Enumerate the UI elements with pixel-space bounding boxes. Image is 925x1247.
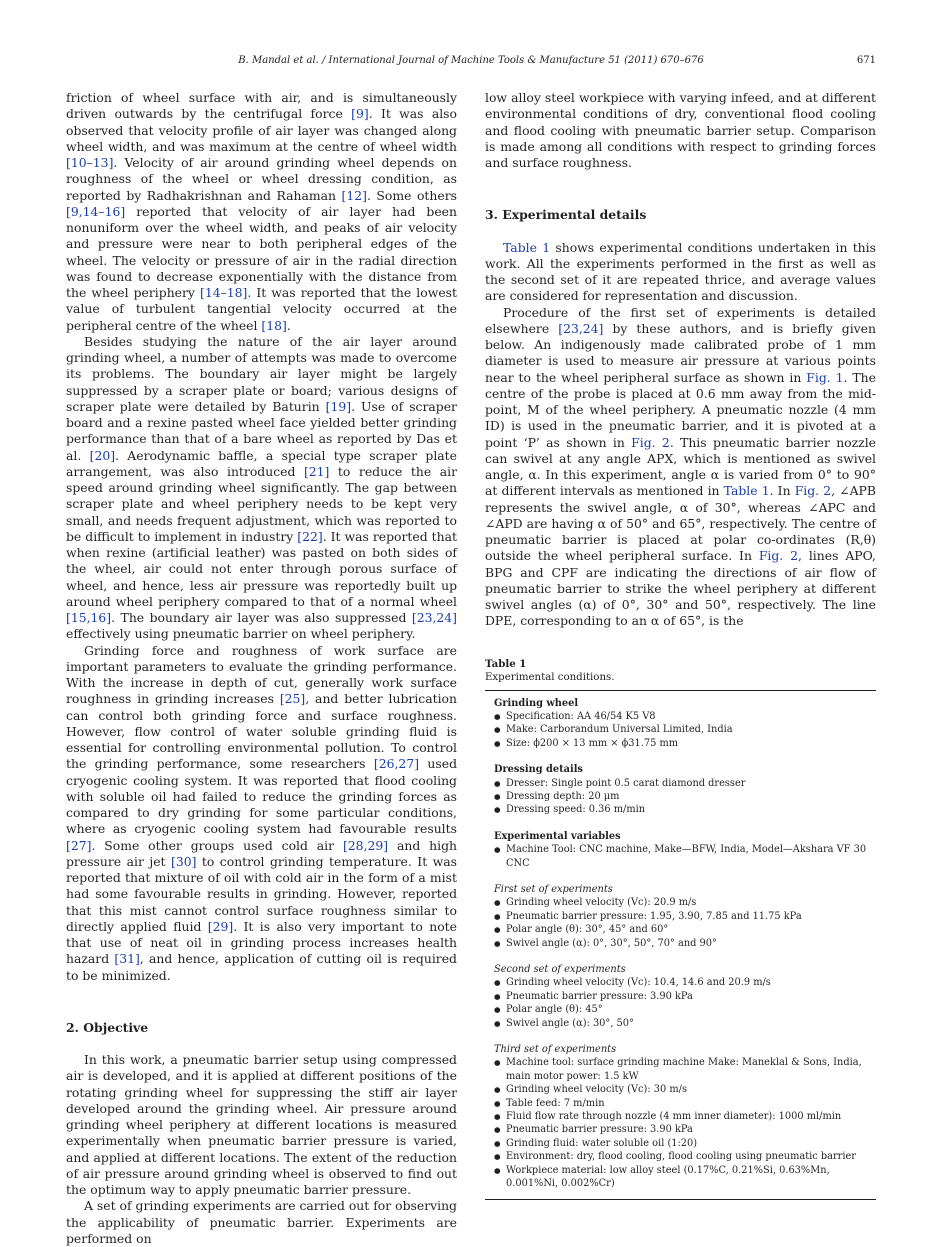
paragraph-experiments-intro: A set of grinding experiments are carried out for observing the applicability of pneumatic barrier. Experiments are performed on (66, 1198, 457, 1246)
citation-link[interactable]: [9] (351, 106, 369, 122)
figure-link[interactable]: Fig. 1 (806, 369, 844, 385)
table-group-title: Third set of experiments (494, 1044, 617, 1056)
citation-link[interactable]: [31] (114, 951, 140, 967)
table-item: ● Pneumatic barrier pressure: 1.95, 3.90, 7.85 and 11.75 kPa (494, 910, 876, 923)
page-number: 671 (856, 55, 876, 66)
table-item: ● Environment: dry, flood cooling, flood cooling using pneumatic barrier (494, 1150, 876, 1163)
table-item: ● Specification: AA 46/54 K5 V8 (494, 710, 876, 723)
citation-link[interactable]: [10–13] (66, 155, 114, 170)
table-item: ● Machine tool: surface grinding machine Make: Maneklal & Sons, India, main motor power: 1.5 kW (494, 1056, 876, 1083)
citation-link[interactable]: [9,14–16] (66, 203, 126, 219)
table-group-third-set (494, 1043, 876, 1190)
table-item: ● Dresser: Single point 0.5 carat diamond dresser (494, 777, 876, 790)
citation-link[interactable]: [12] (341, 187, 367, 203)
citation-link[interactable]: [28,29] (342, 837, 389, 853)
table-link[interactable]: Table 1 (723, 483, 770, 499)
table-group-dressing-details (494, 763, 876, 817)
table-item: ● Make: Carborandum Universal Limited, India (494, 723, 876, 736)
paragraph-objective: In this work, a pneumatic barrier setup using compressed air is developed, and it is applied at different positions of the rotating grinding wheel for suppressing the stiff air layer developed around the grinding wheel. Air pressure around grinding wheel periphery at different locations is measured experimentally when pneumatic barrier pressure is varied, and applied at different locations. The extent of the reduction of air pressure around grinding wheel is observed to find out the optimum way to apply pneumatic barrier pressure. (66, 1052, 457, 1197)
paragraph-objective-continued: low alloy steel workpiece with varying infeed, and at different environmental conditions of dry, conventional flood cooling and flood cooling with pneumatic barrier setup. Comparison is made among all conditions with respect to grinding forces and surface roughness. (485, 90, 876, 170)
paragraph-intro-continued: friction of wheel surface with air, and is simultaneously driven outwards by the centrifugal force [9]. It was also observed that velocity profile of air layer was changed along wheel width, and was maximum at the centre of wheel width [10–13]. Velocity of air around grinding wheel depends on roughness of the wheel or wheel dressing condition, as reported by Radhakrishnan and Rahaman [12]. Some others [9,14–16] reported that velocity of air layer had been nonuniform over the wheel width, and peaks of air velocity and pressure were near to both peripheral edges of the wheel. The velocity or pressure of air in the radial direction was found to decrease exponentially with the distance from the wheel periphery [14–18]. It was reported that the lowest value of turbulent tangential velocity occurred at the peripheral centre of the wheel [18]. (66, 90, 457, 333)
table-group-title: Dressing details (494, 764, 583, 776)
table-item: ● Dressing speed: 0.36 m/min (494, 803, 876, 816)
citation-link[interactable]: [19] (325, 398, 352, 414)
table-caption-text: Experimental conditions. (485, 671, 615, 683)
citation-link[interactable]: [29] (207, 918, 234, 934)
figure-link[interactable]: Fig. 2 (794, 483, 832, 499)
citation-link[interactable]: [27] (66, 837, 92, 853)
table-caption (485, 658, 876, 684)
table-group-first-set (494, 883, 876, 950)
table-item: ● Grinding wheel velocity (Vc): 10.4, 14.6 and 20.9 m/s (494, 976, 876, 989)
table-group-title: Grinding wheel (494, 697, 579, 709)
citation-link[interactable]: [23,24] (558, 320, 604, 336)
section-heading-objective: 2. Objective (66, 1019, 149, 1035)
table-group-second-set (494, 963, 876, 1030)
table-item: ● Pneumatic barrier pressure: 3.90 kPa (494, 1123, 876, 1136)
citation-link[interactable]: [20] (89, 447, 116, 463)
citation-link[interactable]: [26,27] (373, 756, 420, 772)
paragraph-grinding-force: Grinding force and roughness of work surface are important parameters to evaluate the grinding performance. With the increase in depth of cut, generally work surface roughness in grinding increases [25], and better lubrication can control both grinding force and surface roughness. However, flow control of water soluble grinding fluid is essential for controlling environmental pollution. To control the grinding performance, some researchers [26,27] used cryogenic cooling system. It was reported that flood cooling with soluble oil had failed to reduce the grinding forces as compared to dry grinding for some particular conditions, where as cryogenic cooling system had favourable results [27]. Some other groups used cold air [28,29] and high pressure air jet [30] to control grinding temperature. It was reported that mixture of oil with cold air in the form of a mist had some favourable results in grinding. However, reported that this mist cannot control surface roughness similar to directly applied fluid [29]. It is also very important to note that use of neat oil in grinding process increases health hazard [31], and hence, application of cutting oil is required to be minimized. (66, 642, 457, 983)
table-item: ● Grinding wheel velocity (Vc): 20.9 m/s (494, 896, 876, 909)
table-item: ● Grinding wheel velocity (Vc): 30 m/s (494, 1083, 876, 1096)
table-item: ● Size: ϕ200 × 13 mm × ϕ31.75 mm (494, 737, 876, 750)
section-heading-experimental-details: 3. Experimental details (485, 207, 647, 223)
citation-link[interactable]: [30] (170, 853, 197, 869)
paragraph-table-reference: Table 1 shows experimental conditions undertaken in this work. All the experiments performed in the first as well as the second set of it are repeated thrice, and average values are considered for representation and discussion. (485, 239, 876, 304)
table-item: ● Polar angle (θ): 45° (494, 1003, 876, 1016)
left-column (66, 90, 457, 1247)
figure-link[interactable]: Fig. 2 (758, 548, 799, 564)
paragraph-procedure: Procedure of the first set of experiments is detailed elsewhere [23,24] by these authors, and is briefly given below. An indigenously made calibrated probe of 1 mm diameter is used to measure air pressure at various points near to the wheel peripheral surface as shown in Fig. 1. The centre of the probe is placed at 0.6 mm away from the mid-point, M of the wheel periphery. A pneumatic nozzle (4 mm ID) is used in the pneumatic barrier, and it is pivoted at a point ‘P’ as shown in Fig. 2. This pneumatic barrier nozzle can swivel at any angle APX, which is mentioned as swivel angle, α. In this experiment, angle α is varied from 0° to 90° at different intervals as mentioned in Table 1. In Fig. 2, ∠APB represents the swivel angle, α of 30°, whereas ∠APC and ∠APD are having α of 50° and 65°, respectively. The centre of pneumatic barrier is placed at polar co-ordinates (R,θ) outside the wheel peripheral surface. In Fig. 2, lines APO, BPG and CPF are indicating the directions of air flow of pneumatic barrier to strike the wheel periphery at different swivel angles (α) of 0°, 30° and 50°, respectively. The line DPE, corresponding to an α of 65°, is the (485, 304, 876, 629)
table-group-grinding-wheel (494, 697, 876, 751)
table-item: ● Table feed: 7 m/min (494, 1097, 876, 1110)
table-item: ● Dressing depth: 20 μm (494, 790, 876, 803)
table-group-title: Experimental variables (494, 830, 621, 842)
citation-link[interactable]: [14–18] (199, 285, 248, 300)
table-item: ● Swivel angle (α): 0°, 30°, 50°, 70° and 90° (494, 937, 876, 950)
experimental-conditions-table (485, 690, 876, 1200)
table-item: ● Machine Tool: CNC machine, Make—BFW, India, Model—Akshara VF 30 CNC (494, 843, 876, 870)
citation-link[interactable]: [18] (261, 317, 287, 333)
table-item: ● Fluid flow rate through nozzle (4 mm inner diameter): 1000 ml/min (494, 1110, 876, 1123)
table-group-experimental-variables (494, 830, 876, 870)
citation-link[interactable]: [23,24] (411, 610, 457, 625)
table-item: ● Workpiece material: low alloy steel (0.17%C, 0.21%Si, 0.63%Mn, 0.001%Ni, 0.002%Cr) (494, 1164, 876, 1191)
table-item: ● Polar angle (θ): 30°, 45° and 60° (494, 923, 876, 936)
citation-link[interactable]: [21] (303, 463, 330, 479)
table-link[interactable]: Table 1 (503, 239, 551, 255)
table-group-title: Second set of experiments (494, 964, 626, 975)
table-label: Table 1 (485, 657, 527, 670)
right-column (485, 90, 876, 1200)
citation-link[interactable]: [25] (279, 691, 306, 707)
table-group-title: First set of experiments (494, 883, 613, 895)
figure-link[interactable]: Fig. 2 (631, 434, 670, 450)
citation-link[interactable]: [15,16] (66, 610, 112, 625)
table-item: ● Pneumatic barrier pressure: 3.90 kPa (494, 990, 876, 1003)
paragraph-air-layer-suppression: Besides studying the nature of the air layer around grinding wheel, a number of attempts was made to overcome its problems. The boundary air layer might be largely suppressed by a scraper plate or board; various designs of scraper plate were detailed by Baturin [19]. Use of scraper board and a rexine pasted wheel face yielded better grinding performance than that of a bare wheel as reported by Das et al. [20]. Aerodynamic baffle, a special type scraper plate arrangement, was also introduced [21] to reduce the air speed around grinding wheel significantly. The gap between scraper plate and wheel periphery needs to be kept very small, and needs frequent adjustment, which was reported to be difficult to implement in industry [22]. It was reported that when rexine (artificial leather) was pasted on both sides of the wheel, air could not enter through porous surface of wheel, and hence, less air pressure was reportedly built up around wheel periphery compared to that of a normal wheel [15,16]. The boundary air layer was also suppressed [23,24] effectively using pneumatic barrier on wheel periphery. (66, 333, 457, 642)
table-item: ● Grinding fluid: water soluble oil (1:20) (494, 1137, 876, 1150)
citation-link[interactable]: [22] (297, 528, 323, 544)
journal-citation: B. Mandal et al. / International Journal of Machine Tools & Manufacture 51 (2011) 670–676 (238, 55, 704, 66)
table-item: ● Swivel angle (α): 30°, 50° (494, 1017, 876, 1030)
